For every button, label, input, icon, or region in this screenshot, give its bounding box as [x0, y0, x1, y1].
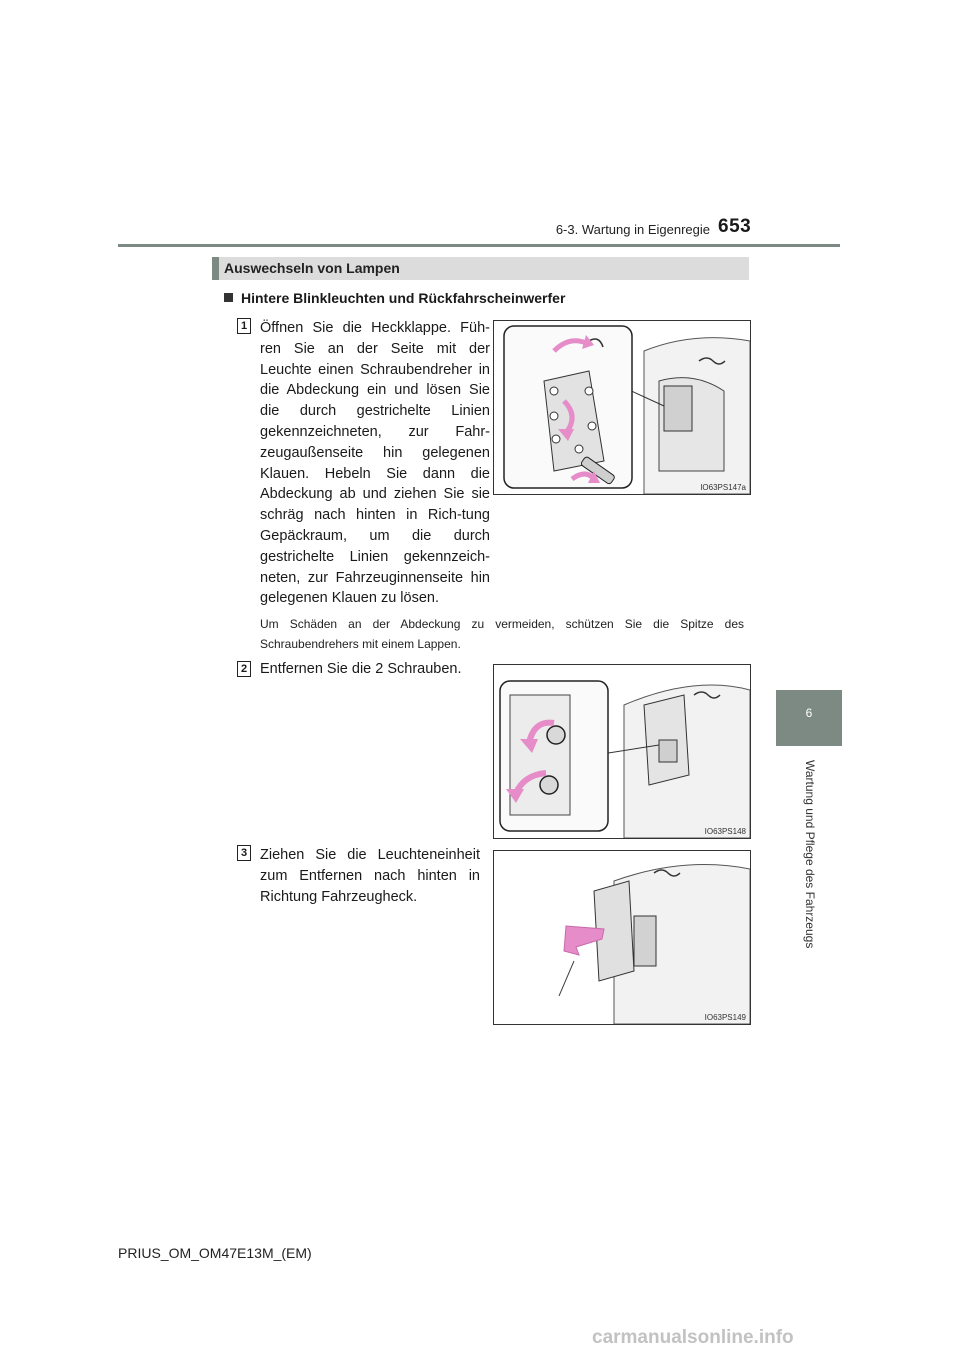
- footer-doc-id: PRIUS_OM_OM47E13M_(EM): [118, 1245, 312, 1261]
- figure-1-id: IO63PS147a: [700, 483, 746, 492]
- figure-2: [493, 664, 751, 839]
- figure-3-id: IO63PS149: [704, 1013, 746, 1022]
- figure-3-illustration: [494, 851, 750, 1024]
- figure-1: [493, 320, 751, 495]
- step-badge-2: 2: [237, 661, 251, 677]
- step-badge-1: 1: [237, 318, 251, 334]
- step-badge-3: 3: [237, 845, 251, 861]
- subheading-text: Hintere Blinkleuchten und Rückfahrscheinwerfer: [241, 290, 566, 306]
- watermark: carmanualsonline.info: [592, 1327, 794, 1348]
- figure-1-illustration: [494, 321, 750, 494]
- figure-2-illustration: [494, 665, 750, 838]
- figure-3: [493, 850, 751, 1025]
- header-section-title: 6-3. Wartung in Eigenregie: [555, 222, 710, 237]
- step-note-1: Um Schäden an der Abdeckung zu vermeiden, schützen Sie die Spitze des Schraubendrehers mit einem Lappen.: [260, 617, 744, 651]
- subheading: [224, 290, 565, 306]
- chapter-number: 6: [805, 706, 813, 720]
- chapter-title-wrap: [764, 760, 854, 970]
- square-bullet-icon: [224, 293, 233, 302]
- header-rule: [118, 244, 840, 247]
- step-text-3: Ziehen Sie die Leuchteneinheit zum Entfernen nach hinten in Richtung Fahrzeugheck.: [260, 847, 480, 905]
- section-bar-accent: [212, 257, 219, 280]
- figure-2-id: IO63PS148: [704, 827, 746, 836]
- section-title: Auswechseln von Lampen: [224, 260, 400, 276]
- page-number: 653: [718, 216, 752, 237]
- step-text-1: Öffnen Sie die Heckklappe. Füh-ren Sie an der Seite mit der Leuchte einen Schraubendreher in die Abdeckung ein und lösen Sie die durch gestrichelte Linien gekennzeichneten, zur Fahr-zeugaußenseite hin gelegenen Klauen. Hebeln Sie dann die Abdeckung ab und ziehen Sie sie schräg nach hinten in Rich-tung Gepäckraum, um die durch gestrichelte Linien gekennzeich-neten, zur Fahrzeuginnenseite hin gelegenen Klauen zu lösen.: [260, 320, 490, 607]
- step-text-2: Entfernen Sie die 2 Schrauben.: [260, 661, 462, 677]
- chapter-title: Wartung und Pflege des Fahrzeugs: [803, 760, 817, 949]
